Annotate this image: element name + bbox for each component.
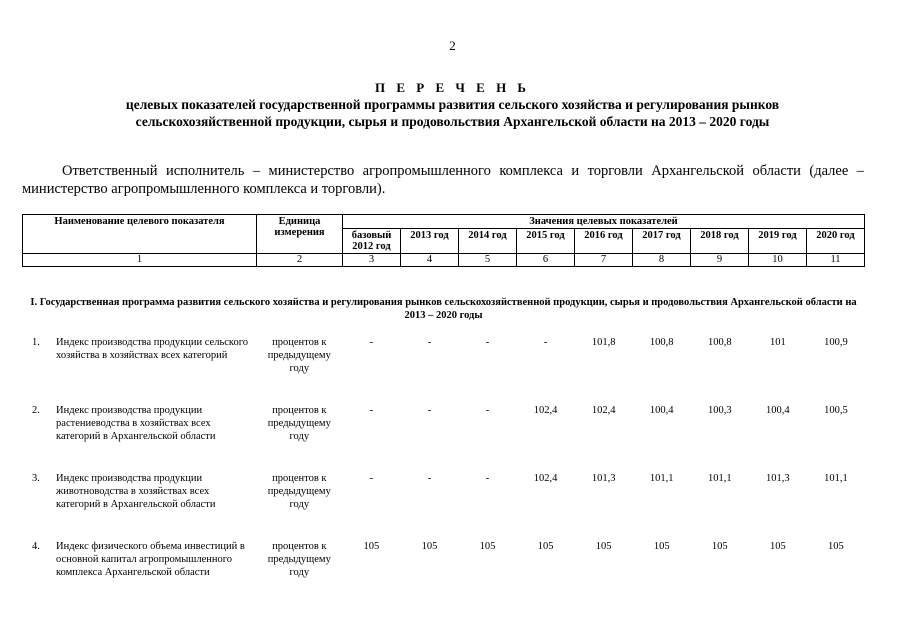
table-row xyxy=(22,336,865,404)
indicator-value: 100,3 xyxy=(707,405,732,416)
indicator-value: 105 xyxy=(421,541,438,552)
header-values: Значения целевых показателей xyxy=(343,215,865,229)
indicator-value: 105 xyxy=(537,541,554,552)
column-number: 8 xyxy=(633,254,691,267)
indicator-value: 100,4 xyxy=(649,405,674,416)
indicator-value: - xyxy=(427,473,432,484)
column-number: 10 xyxy=(749,254,807,267)
header-year: 2014 год xyxy=(459,229,517,254)
document-subtitle-line1: целевых показателей государственной программы развития сельского хозяйства и регулирования рынков xyxy=(125,97,780,112)
page-number: 2 xyxy=(449,38,456,53)
column-number: 4 xyxy=(401,254,459,267)
indicator-value: - xyxy=(485,473,490,484)
document-subtitle-line2: сельскохозяйственной продукции, сырья и продовольствия Архангельской области на 2013 – 2020 годы xyxy=(135,114,770,129)
header-year: 2013 год xyxy=(401,229,459,254)
section-title: I. Государственная программа развития сельского хозяйства и регулирования рынков сельскохозяйственной продукции, сырья и продовольствия Архангельской области на 2013 – 2020 годы xyxy=(30,297,857,321)
indicator-value: 102,4 xyxy=(533,405,558,416)
column-number: 2 xyxy=(257,254,343,267)
header-year: 2020 год xyxy=(807,229,865,254)
indicator-name: Индекс производства продукции животноводства в хозяйствах всех категорий в Архангельской области xyxy=(56,473,216,510)
indicator-name: Индекс производства продукции сельского хозяйства в хозяйствах всех категорий xyxy=(56,337,249,361)
indicator-value: - xyxy=(427,405,432,416)
indicator-unit: процентов к предыдущему году xyxy=(267,405,331,442)
indicator-value: 101 xyxy=(769,337,786,348)
header-year: 2015 год xyxy=(517,229,575,254)
indicator-value: 101,1 xyxy=(649,473,674,484)
row-number: 2. xyxy=(32,405,40,416)
indicator-value: 101,3 xyxy=(591,473,616,484)
indicator-value: 101,8 xyxy=(591,337,616,348)
indicator-value: 102,4 xyxy=(591,405,616,416)
indicator-value: - xyxy=(485,405,490,416)
indicator-value: 100,4 xyxy=(766,405,790,416)
column-number: 11 xyxy=(807,254,865,267)
indicator-value: - xyxy=(427,337,432,348)
indicator-value: 101,1 xyxy=(824,473,848,484)
column-number: 6 xyxy=(517,254,575,267)
indicator-value: 102,4 xyxy=(533,473,558,484)
header-name: Наименование целевого показателя xyxy=(23,215,257,254)
indicator-name: Индекс физического объема инвестиций в основной капитал агропромышленного комплекса Архангельской области xyxy=(56,541,245,578)
indicator-unit: процентов к предыдущему году xyxy=(267,337,331,374)
indicator-name: Индекс производства продукции растениеводства в хозяйствах всех категорий в Архангельской области xyxy=(56,405,216,442)
indicator-value: - xyxy=(369,405,374,416)
indicator-value: 105 xyxy=(479,541,496,552)
table-row xyxy=(22,472,865,540)
header-unit: Единица измерения xyxy=(257,215,343,254)
indicator-value: - xyxy=(485,337,490,348)
indicator-value: 105 xyxy=(711,541,728,552)
indicator-value: 105 xyxy=(828,541,844,552)
indicators-table-body xyxy=(22,336,865,608)
row-number: 1. xyxy=(32,337,40,348)
indicator-value: 105 xyxy=(653,541,670,552)
table-row xyxy=(22,540,865,608)
intro-paragraph: Ответственный исполнитель – министерство агропромышленного комплекса и торговли Архангельской области (далее – министерство агропромышленного комплекса и торговли). xyxy=(22,163,864,197)
header-year: 2016 год xyxy=(575,229,633,254)
row-number: 3. xyxy=(32,473,40,484)
header-year: 2019 год xyxy=(749,229,807,254)
indicator-value: 101,3 xyxy=(766,473,790,484)
indicator-unit: процентов к предыдущему году xyxy=(267,541,331,578)
header-year: базовый 2012 год xyxy=(343,229,401,254)
indicator-value: 105 xyxy=(595,541,612,552)
table-row xyxy=(22,404,865,472)
document-title: П Е Р Е Ч Е Н Ь xyxy=(374,80,531,95)
indicator-value: 101,1 xyxy=(707,473,732,484)
header-year: 2017 год xyxy=(633,229,691,254)
indicator-value: 100,8 xyxy=(707,337,732,348)
indicator-value: 105 xyxy=(363,541,380,552)
column-number: 3 xyxy=(343,254,401,267)
indicators-table-header xyxy=(22,214,865,267)
indicator-value: 100,8 xyxy=(649,337,674,348)
indicator-unit: процентов к предыдущему году xyxy=(267,473,331,510)
indicator-value: - xyxy=(369,473,374,484)
column-number: 1 xyxy=(23,254,257,267)
column-number: 9 xyxy=(691,254,749,267)
header-year: 2018 год xyxy=(691,229,749,254)
indicator-value: 105 xyxy=(769,541,786,552)
indicator-value: 100,5 xyxy=(824,405,848,416)
indicator-value: 100,9 xyxy=(824,337,848,348)
column-number: 7 xyxy=(575,254,633,267)
row-number: 4. xyxy=(32,541,40,552)
indicator-value: - xyxy=(369,337,374,348)
column-number: 5 xyxy=(459,254,517,267)
indicator-value: - xyxy=(543,337,548,348)
